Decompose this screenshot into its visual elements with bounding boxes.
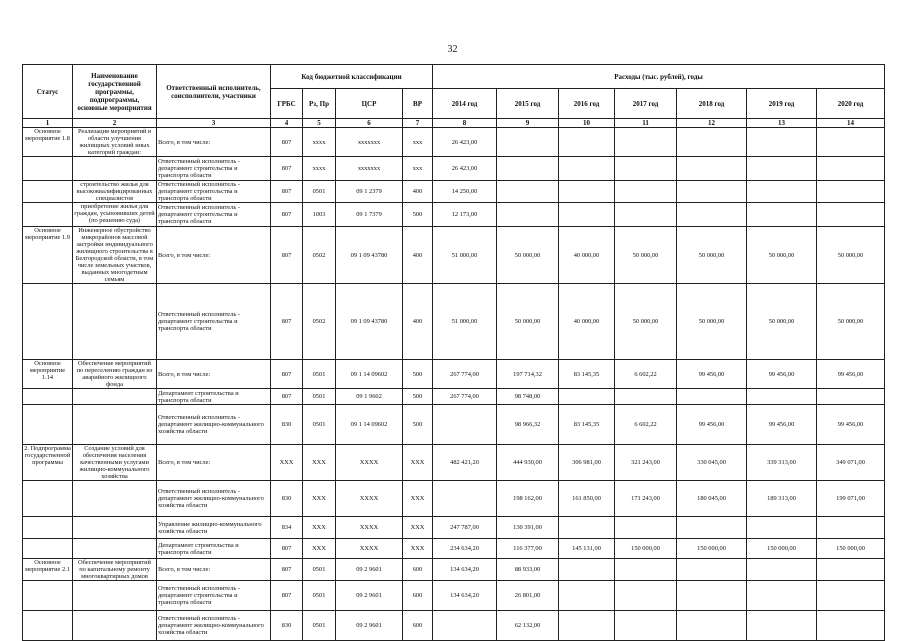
table-cell: 234 634,20 [433, 539, 497, 559]
table-cell: ХХХ [403, 481, 433, 517]
table-cell [677, 157, 747, 181]
table-cell: 09 2 9601 [336, 559, 403, 581]
col-name: Наименование государственной программы, подпрограммы, основные мероприятия [73, 65, 157, 119]
table-cell: 40 000,00 [559, 227, 615, 284]
table-cell: 88 933,00 [497, 559, 559, 581]
table-cell [433, 481, 497, 517]
table-cell: 0501 [303, 181, 336, 203]
table-cell [497, 203, 559, 227]
table-row [23, 611, 885, 641]
table-cell: 150 000,00 [677, 539, 747, 559]
table-cell [73, 157, 157, 181]
table-cell [817, 181, 885, 203]
table-cell [23, 181, 73, 203]
table-cell: 400 [403, 227, 433, 284]
table-cell [559, 517, 615, 539]
table-cell: 99 456,00 [747, 405, 817, 445]
table-cell [677, 389, 747, 405]
table-cell: 2. Подпрограмма государственной программы [23, 445, 73, 481]
column-index: 5 [303, 119, 336, 128]
table-cell: ххххххх [336, 157, 403, 181]
table-cell [497, 128, 559, 157]
table-cell: 0501 [303, 405, 336, 445]
table-cell: 807 [271, 581, 303, 611]
table-row [23, 445, 885, 481]
table-cell: ХХХ [303, 481, 336, 517]
table-cell: 0501 [303, 559, 336, 581]
table-cell: 267 774,00 [433, 360, 497, 389]
table-cell: 0501 [303, 611, 336, 641]
table-cell: Ответственный исполнитель - департамент строительства и транспорта области [157, 203, 271, 227]
table-cell: 199 071,00 [817, 481, 885, 517]
table-cell: 116 377,00 [497, 539, 559, 559]
table-cell: 180 045,00 [677, 481, 747, 517]
table-cell: 0501 [303, 581, 336, 611]
table-cell: 50 000,00 [497, 284, 559, 360]
table-cell: 09 2 9601 [336, 581, 403, 611]
col-year: 2014 год [433, 89, 497, 119]
table-cell [73, 481, 157, 517]
table-row [23, 203, 885, 227]
table-cell: Ответственный исполнитель - департамент строительства и транспорта области [157, 581, 271, 611]
col-csr: ЦСР [336, 89, 403, 119]
table-cell [747, 517, 817, 539]
table-cell: 830 [271, 611, 303, 641]
table-cell: 09 1 7379 [336, 203, 403, 227]
column-index-row [23, 119, 885, 128]
table-cell: ХХХ [303, 539, 336, 559]
table-cell: 161 850,00 [559, 481, 615, 517]
table-cell [615, 181, 677, 203]
table-cell: 807 [271, 360, 303, 389]
table-cell [73, 539, 157, 559]
table-row [23, 581, 885, 611]
table-cell: Всего, в том числе: [157, 360, 271, 389]
table-cell: 807 [271, 203, 303, 227]
col-vr: ВР [403, 89, 433, 119]
table-cell: 500 [403, 360, 433, 389]
column-index: 2 [73, 119, 157, 128]
table-cell: 83 145,35 [559, 405, 615, 445]
table-cell: 321 243,00 [615, 445, 677, 481]
table-cell: 807 [271, 181, 303, 203]
column-index: 12 [677, 119, 747, 128]
table-cell: Департамент строительства и транспорта области [157, 389, 271, 405]
table-cell: 09 1 09 43780 [336, 284, 403, 360]
table-cell: Основное мероприятие 1.8 [23, 128, 73, 157]
table-cell [677, 181, 747, 203]
table-cell [747, 128, 817, 157]
table-cell [615, 559, 677, 581]
table-cell: 150 000,00 [747, 539, 817, 559]
table-cell: 830 [271, 481, 303, 517]
col-year: 2017 год [615, 89, 677, 119]
table-cell: 98 748,00 [497, 389, 559, 405]
table-cell [615, 128, 677, 157]
table-cell [559, 128, 615, 157]
table-cell: 171 243,00 [615, 481, 677, 517]
table-cell: 807 [271, 157, 303, 181]
col-exp: Расходы (тыс. рублей), годы [433, 65, 885, 89]
table-cell: Реализация мероприятий в области улучшения жилищных условий иных категорий граждан: [73, 128, 157, 157]
table-cell: 150 000,00 [615, 539, 677, 559]
column-index: 4 [271, 119, 303, 128]
table-cell: 197 714,32 [497, 360, 559, 389]
table-row [23, 539, 885, 559]
table-cell: 50 000,00 [677, 284, 747, 360]
table-cell: ХХХ [403, 517, 433, 539]
table-cell: 247 787,00 [433, 517, 497, 539]
table-cell: Обеспечение мероприятий по переселению граждан из аварийного жилищного фонда [73, 360, 157, 389]
table-cell: Всего, в том числе: [157, 559, 271, 581]
table-cell: 62 132,00 [497, 611, 559, 641]
table-cell: 50 000,00 [677, 227, 747, 284]
table-cell: Основное мероприятие 1.14 [23, 360, 73, 389]
column-index: 10 [559, 119, 615, 128]
table-cell: 26 423,00 [433, 128, 497, 157]
table-cell: 09 1 14 09602 [336, 360, 403, 389]
column-index: 11 [615, 119, 677, 128]
table-cell: 600 [403, 559, 433, 581]
table-row [23, 227, 885, 284]
table-cell [615, 517, 677, 539]
table-cell: 500 [403, 389, 433, 405]
table-cell [677, 611, 747, 641]
table-cell [747, 581, 817, 611]
column-index: 8 [433, 119, 497, 128]
table-cell: 339 313,00 [747, 445, 817, 481]
table-cell [73, 284, 157, 360]
table-cell: 145 131,00 [559, 539, 615, 559]
table-cell: 51 000,00 [433, 284, 497, 360]
table-cell [677, 581, 747, 611]
table-cell: 09 1 14 09602 [336, 405, 403, 445]
table-cell [23, 517, 73, 539]
table-cell [23, 539, 73, 559]
col-year: 2018 год [677, 89, 747, 119]
table-cell: Всего, в том числе: [157, 227, 271, 284]
table-cell: 807 [271, 284, 303, 360]
table-cell: 198 162,00 [497, 481, 559, 517]
column-index: 7 [403, 119, 433, 128]
table-cell [497, 181, 559, 203]
table-cell: Ответственный исполнитель - департамент жилищно-коммунального хозяйства области [157, 481, 271, 517]
table-cell: 50 000,00 [497, 227, 559, 284]
table-cell: 0501 [303, 389, 336, 405]
table-cell: хххх [303, 128, 336, 157]
table-cell: 349 071,00 [817, 445, 885, 481]
table-cell: ХХХ [403, 445, 433, 481]
table-cell [73, 517, 157, 539]
table-cell [73, 581, 157, 611]
table-cell: Создание условий для обеспечения населения качественными услугами жилищно-коммунального хозяйства [73, 445, 157, 481]
table-cell: 50 000,00 [817, 284, 885, 360]
table-cell: 807 [271, 559, 303, 581]
table-cell: 99 456,00 [677, 405, 747, 445]
table-cell: 807 [271, 128, 303, 157]
table-cell: 134 634,20 [433, 559, 497, 581]
table-cell: Управление жилищно-коммунального хозяйства области [157, 517, 271, 539]
table-cell: 830 [271, 405, 303, 445]
table-cell: 51 000,00 [433, 227, 497, 284]
table-cell: ХХХХ [336, 539, 403, 559]
table-cell: приобретение жилья для граждан, усыновивших детей (по решению суда) [73, 203, 157, 227]
table-cell [615, 157, 677, 181]
table-cell: 807 [271, 227, 303, 284]
table-cell [747, 181, 817, 203]
table-cell: 306 981,00 [559, 445, 615, 481]
table-cell [747, 611, 817, 641]
table-cell: 09 1 9602 [336, 389, 403, 405]
column-index: 3 [157, 119, 271, 128]
table-row [23, 481, 885, 517]
table-cell [23, 389, 73, 405]
table-cell: Всего, в том числе: [157, 445, 271, 481]
table-cell: 50 000,00 [747, 284, 817, 360]
table-cell: 0502 [303, 284, 336, 360]
table-cell [677, 128, 747, 157]
table-cell: 09 1 2379 [336, 181, 403, 203]
table-cell [817, 581, 885, 611]
table-row [23, 517, 885, 539]
table-cell [433, 611, 497, 641]
table-cell [817, 517, 885, 539]
table-row [23, 559, 885, 581]
table-cell [23, 611, 73, 641]
table-cell [497, 157, 559, 181]
table-cell [747, 157, 817, 181]
table-cell [73, 611, 157, 641]
table-cell [615, 203, 677, 227]
table-cell: 26 801,00 [497, 581, 559, 611]
table-cell [73, 389, 157, 405]
table-cell [559, 611, 615, 641]
table-cell [817, 611, 885, 641]
table-cell: Ответственный исполнитель - департамент жилищно-коммунального хозяйства области [157, 611, 271, 641]
col-year: 2015 год [497, 89, 559, 119]
col-year: 2020 год [817, 89, 885, 119]
budget-table [22, 64, 885, 641]
table-cell [817, 128, 885, 157]
table-cell: 807 [271, 389, 303, 405]
table-row [23, 284, 885, 360]
table-cell [23, 284, 73, 360]
table-cell: 189 313,00 [747, 481, 817, 517]
table-cell: 330 045,00 [677, 445, 747, 481]
table-row [23, 389, 885, 405]
table-cell: 99 456,00 [817, 360, 885, 389]
table-row [23, 157, 885, 181]
table-row [23, 128, 885, 157]
table-cell [615, 611, 677, 641]
table-cell [23, 157, 73, 181]
table-cell: 500 [403, 203, 433, 227]
table-cell: ХХХ [403, 539, 433, 559]
table-cell [433, 405, 497, 445]
table-cell: Обеспечение мероприятий по капитальному ремонту многоквартирных домов [73, 559, 157, 581]
table-cell: 0501 [303, 360, 336, 389]
table-cell [559, 559, 615, 581]
table-cell: 1003 [303, 203, 336, 227]
column-index: 9 [497, 119, 559, 128]
table-cell: Ответственный исполнитель - департамент строительства и транспорта области [157, 157, 271, 181]
table-body [23, 119, 885, 641]
table-cell: 83 145,35 [559, 360, 615, 389]
table-cell [747, 203, 817, 227]
table-cell [73, 405, 157, 445]
col-year: 2016 год [559, 89, 615, 119]
table-cell: 40 000,00 [559, 284, 615, 360]
table-cell: 482 421,20 [433, 445, 497, 481]
table-cell [677, 517, 747, 539]
col-resp: Ответственный исполнитель, соисполнители, участники [157, 65, 271, 119]
table-cell [615, 389, 677, 405]
table-cell [23, 581, 73, 611]
table-cell: 09 2 9601 [336, 611, 403, 641]
col-year: 2019 год [747, 89, 817, 119]
table-cell: ХХХ [271, 445, 303, 481]
table-cell: ХХХХ [336, 445, 403, 481]
table-cell [677, 203, 747, 227]
table-cell: ХХХХ [336, 481, 403, 517]
table-cell: Ответственный исполнитель - департамент жилищно-коммунального хозяйства области [157, 405, 271, 445]
table-cell: 267 774,00 [433, 389, 497, 405]
table-cell: 600 [403, 581, 433, 611]
table-cell: хххх [303, 157, 336, 181]
table-row [23, 360, 885, 389]
table-cell: ххххххх [336, 128, 403, 157]
table-cell [677, 559, 747, 581]
col-kbk: Код бюджетной классификации [271, 65, 433, 89]
table-cell: ХХХ [303, 517, 336, 539]
table-cell [747, 559, 817, 581]
col-status: Статус [23, 65, 73, 119]
column-index: 14 [817, 119, 885, 128]
table-cell [747, 389, 817, 405]
table-cell [23, 405, 73, 445]
table-cell: ххх [403, 157, 433, 181]
page-number: 32 [447, 44, 458, 55]
table-cell: Основное мероприятие 2.1 [23, 559, 73, 581]
table-cell [559, 157, 615, 181]
table-cell: 50 000,00 [615, 227, 677, 284]
table-cell [817, 203, 885, 227]
table-cell: 0502 [303, 227, 336, 284]
table-cell: 12 173,00 [433, 203, 497, 227]
table-cell: 134 634,20 [433, 581, 497, 611]
table-cell: ХХХ [303, 445, 336, 481]
table-cell: 99 456,00 [677, 360, 747, 389]
table-cell: 50 000,00 [747, 227, 817, 284]
table-cell: ХХХХ [336, 517, 403, 539]
table-cell [817, 157, 885, 181]
table-cell [817, 559, 885, 581]
table-cell: 834 [271, 517, 303, 539]
table-cell: 600 [403, 611, 433, 641]
table-cell: 26 423,00 [433, 157, 497, 181]
table-row [23, 181, 885, 203]
table-cell: Всего, в том числе: [157, 128, 271, 157]
column-index: 13 [747, 119, 817, 128]
table-cell: 500 [403, 405, 433, 445]
column-index: 1 [23, 119, 73, 128]
table-cell: 99 456,00 [747, 360, 817, 389]
table-cell: 14 250,00 [433, 181, 497, 203]
table-cell: Основное мероприятие 1.9 [23, 227, 73, 284]
column-index: 6 [336, 119, 403, 128]
table-cell: 807 [271, 539, 303, 559]
table-cell: Инженерное обустройство микрорайонов массовой застройки индивидуального жилищного строительства в Белгородской области, в том числе земельных участков, выданных многодетным семьям [73, 227, 157, 284]
table-cell: 150 000,00 [817, 539, 885, 559]
table-cell: 444 930,00 [497, 445, 559, 481]
table-cell: 400 [403, 284, 433, 360]
table-cell: 6 602,22 [615, 360, 677, 389]
table-cell: Ответственный исполнитель - департамент строительства и транспорта области [157, 284, 271, 360]
table-cell: 98 966,32 [497, 405, 559, 445]
table-cell: 50 000,00 [615, 284, 677, 360]
table-cell: 99 456,00 [817, 405, 885, 445]
table-cell [559, 181, 615, 203]
table-cell: 6 602,22 [615, 405, 677, 445]
table-cell [559, 581, 615, 611]
table-cell [559, 203, 615, 227]
table-cell: Департамент строительства и транспорта области [157, 539, 271, 559]
col-rzpr: Рз, Пр [303, 89, 336, 119]
table-cell: Ответственный исполнитель - департамент строительства и транспорта области [157, 181, 271, 203]
table-cell [817, 389, 885, 405]
table-cell [23, 481, 73, 517]
table-cell: 130 391,00 [497, 517, 559, 539]
table-cell: 50 000,00 [817, 227, 885, 284]
table-cell [615, 581, 677, 611]
table-row [23, 405, 885, 445]
table-cell: 400 [403, 181, 433, 203]
table-cell [23, 203, 73, 227]
table-cell: 09 1 09 43780 [336, 227, 403, 284]
table-cell: ххх [403, 128, 433, 157]
col-grbs: ГРБС [271, 89, 303, 119]
table-cell [559, 389, 615, 405]
table-cell: строительство жилья для высококвалифицированных специалистов [73, 181, 157, 203]
